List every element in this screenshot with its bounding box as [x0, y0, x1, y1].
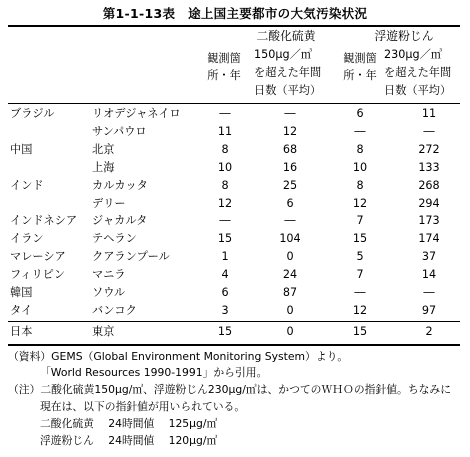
- spm-obs-cell: 5: [356, 250, 364, 264]
- note-line-2: 現在は、以下の指針値が用いられている。: [40, 400, 246, 413]
- so2-obs-cell: 15: [217, 325, 233, 338]
- city-cell: 北京: [92, 142, 115, 156]
- spm-obs-cell: 15: [352, 325, 368, 338]
- so2-obs-cell: 12: [217, 196, 233, 210]
- so2-days-cell: 104: [279, 232, 301, 246]
- spm-obs-cell: 12: [352, 303, 368, 317]
- so2-obs-cell: 11: [217, 124, 233, 138]
- so2-obs-cell: ―: [219, 107, 231, 120]
- spm-days-cell: 174: [418, 232, 440, 246]
- so2-obs-cell: 8: [221, 178, 229, 192]
- city-cell: テヘラン: [92, 232, 137, 246]
- city-cell: ジャカルタ: [92, 214, 148, 228]
- country-cell: マレーシア: [10, 250, 66, 264]
- spm-exceed-header-line1: 230μg／㎥: [384, 48, 442, 61]
- japan-rule: [8, 321, 460, 322]
- country-cell: インド: [10, 178, 44, 192]
- country-cell: 韓国: [10, 286, 33, 299]
- spm-days-cell: 11: [421, 107, 437, 120]
- so2-days-cell: 12: [282, 124, 298, 138]
- so2-obs-cell: 6: [221, 286, 229, 299]
- so2-obs-header-line2: 所・年: [207, 69, 241, 82]
- spm-obs-cell: 6: [356, 107, 364, 120]
- so2-days-cell: 87: [282, 286, 298, 299]
- country-cell: イラン: [10, 232, 44, 246]
- so2-days-cell: ―: [284, 214, 296, 228]
- so2-days-cell: 6: [286, 196, 294, 210]
- so2-obs-cell: 4: [221, 268, 229, 282]
- note-line-1: （注）二酸化硫黄150μg/㎥、浮遊粉じん230μg/㎥は、かつてのＷＨＯの指針値。ちなみに: [8, 383, 452, 396]
- country-cell: 日本: [10, 325, 33, 338]
- so2-days-cell: 16: [282, 160, 298, 174]
- spm-days-cell: 97: [421, 303, 437, 317]
- so2-obs-header-line1: 観測箇: [207, 52, 241, 65]
- spm-obs-cell: 10: [352, 160, 368, 174]
- spm-group-header: 浮遊粉じん: [374, 29, 434, 43]
- so2-obs-cell: 10: [217, 160, 233, 174]
- spm-exceed-header-line3: 日数（平均）: [384, 84, 452, 97]
- spm-obs-header-line2: 所・年: [343, 69, 377, 82]
- city-cell: カルカッタ: [92, 178, 148, 192]
- so2-group-header: 二酸化硫黄: [256, 29, 316, 43]
- spm-obs-header-line1: 観測箇: [343, 52, 377, 65]
- so2-obs-cell: 8: [221, 142, 229, 156]
- bottom-rule: [8, 344, 460, 346]
- spm-days-cell: 294: [418, 196, 440, 210]
- country-cell: インドネシア: [10, 214, 78, 228]
- guideline-so2: 二酸化硫黄 24時間値 125μg/㎥: [40, 417, 218, 430]
- so2-exceed-header-line3: 日数（平均）: [254, 84, 322, 97]
- so2-days-cell: ―: [284, 107, 296, 120]
- so2-days-cell: 68: [282, 142, 298, 156]
- country-cell: ブラジル: [10, 107, 55, 120]
- spm-obs-cell: 8: [356, 178, 364, 192]
- spm-exceed-header-line2: を超えた年間: [384, 66, 452, 79]
- spm-obs-cell: 7: [356, 268, 364, 282]
- city-cell: ソウル: [92, 286, 126, 299]
- guideline-spm: 浮遊粉じん 24時間値 120μg/㎥: [40, 434, 218, 447]
- top-rule: [8, 25, 460, 27]
- so2-obs-cell: 1: [221, 250, 229, 264]
- spm-days-cell: 133: [418, 160, 440, 174]
- city-cell: 上海: [92, 160, 115, 174]
- so2-days-cell: 24: [282, 268, 298, 282]
- spm-days-cell: 2: [425, 325, 433, 338]
- spm-days-cell: 268: [418, 178, 440, 192]
- spm-obs-cell: 12: [352, 196, 368, 210]
- spm-obs-cell: 7: [356, 214, 364, 228]
- city-cell: デリー: [92, 196, 126, 210]
- so2-obs-cell: ―: [219, 214, 231, 228]
- so2-days-cell: 0: [286, 303, 294, 317]
- spm-obs-cell: ―: [354, 286, 366, 299]
- spm-obs-cell: 15: [352, 232, 368, 246]
- city-cell: マニラ: [92, 268, 126, 282]
- spm-days-cell: ―: [423, 286, 435, 299]
- so2-obs-cell: 15: [217, 232, 233, 246]
- so2-days-cell: 25: [282, 178, 298, 192]
- so2-days-cell: 0: [286, 250, 294, 264]
- city-cell: クアランプール: [92, 250, 170, 264]
- table-title: 第1-1-13表 途上国主要都市の大気汚染状況: [102, 6, 368, 21]
- header-rule: [8, 103, 460, 104]
- country-cell: フィリピン: [10, 268, 66, 282]
- city-cell: 東京: [92, 325, 115, 338]
- so2-exceed-header-line2: を超えた年間: [254, 66, 322, 79]
- spm-days-cell: 272: [418, 142, 440, 156]
- so2-exceed-header-line1: 150μg／㎥: [254, 48, 312, 61]
- city-cell: サンパウロ: [92, 124, 147, 138]
- city-cell: リオデジャネイロ: [92, 107, 181, 120]
- country-cell: 中国: [10, 142, 33, 156]
- spm-days-cell: 173: [418, 214, 440, 228]
- country-cell: タイ: [10, 303, 33, 317]
- source-line-2: 「World Resources 1990-1991」から引用。: [40, 366, 268, 379]
- so2-days-cell: 0: [286, 325, 294, 338]
- spm-days-cell: 14: [421, 268, 437, 282]
- so2-obs-cell: 3: [221, 303, 229, 317]
- city-cell: バンコク: [92, 303, 137, 317]
- source-line-1: （資料）GEMS（Global Environment Monitoring System）より。: [8, 350, 349, 363]
- spm-obs-cell: 8: [356, 142, 364, 156]
- spm-days-cell: 37: [421, 250, 437, 264]
- spm-days-cell: ―: [423, 124, 435, 138]
- spm-obs-cell: ―: [354, 124, 366, 138]
